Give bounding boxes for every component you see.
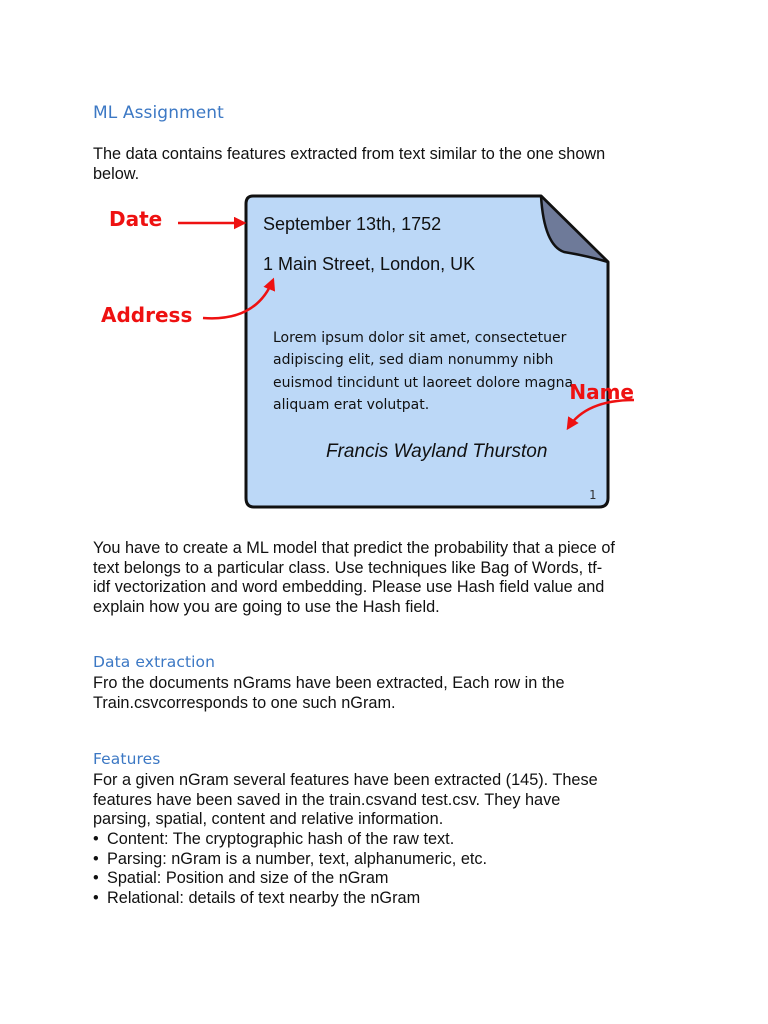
features-paragraph [93, 771, 693, 830]
intro-line: below. [93, 164, 140, 183]
document-feature-figure [96, 190, 634, 510]
features-heading: Features [93, 750, 161, 768]
features-line: For a given nGram several features have been extracted (145). These [93, 771, 598, 789]
document-page-number: 1 [589, 488, 597, 502]
task-paragraph [93, 539, 693, 617]
task-line: explain how you are going to use the Hash field. [93, 597, 440, 616]
document-body-line: aliquam erat volutpat. [273, 397, 430, 413]
document-body-line: Lorem ipsum dolor sit amet, consectetuer [273, 330, 567, 346]
address-label: Address [101, 303, 193, 327]
features-list-item: • Parsing: nGram is a number, text, alphanumeric, etc. [93, 850, 693, 870]
data-extraction-paragraph [93, 674, 693, 713]
data-extraction-line: Train.csvcorresponds to one such nGram. [93, 693, 396, 712]
date-label: Date [109, 207, 163, 231]
document-body-line: adipiscing elit, sed diam nonummy nibh [273, 352, 554, 368]
data-extraction-heading: Data extraction [93, 653, 216, 671]
intro-paragraph [93, 145, 693, 184]
features-list-item: • Content: The cryptographic hash of the raw text. [93, 830, 693, 850]
task-line: text belongs to a particular class. Use techniques like Bag of Words, tf- [93, 558, 603, 577]
features-line: parsing, spatial, content and relative information. [93, 810, 444, 829]
data-extraction-line: Fro the documents nGrams have been extracted, Each row in the [93, 674, 565, 692]
intro-line: The data contains features extracted from text similar to the one shown [93, 145, 606, 163]
features-line: features have been saved in the train.csvand test.csv. They have [93, 790, 561, 809]
name-label-visible: Name [569, 380, 634, 404]
task-line: idf vectorization and word embedding. Please use Hash field value and [93, 578, 605, 597]
task-line: You have to create a ML model that predict the probability that a piece of [93, 539, 615, 557]
document-body-line: euismod tincidunt ut laoreet dolore magna [273, 375, 574, 391]
page-title: ML Assignment [93, 103, 224, 123]
document-address: 1 Main Street, London, UK [263, 254, 476, 274]
features-list [93, 830, 693, 908]
features-list-item: • Relational: details of text nearby the nGram [93, 889, 693, 909]
features-list-item: • Spatial: Position and size of the nGram [93, 869, 693, 889]
document-signature: Francis Wayland Thurston [326, 441, 548, 462]
document-date: September 13th, 1752 [263, 214, 442, 234]
